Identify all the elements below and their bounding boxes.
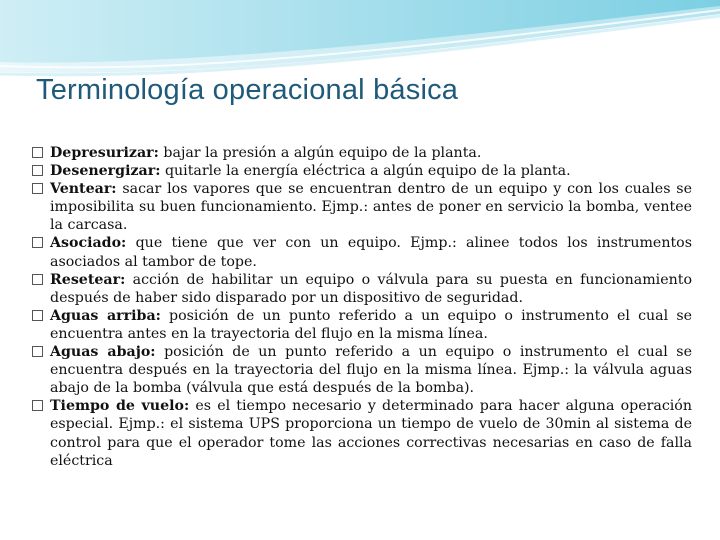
term-definition: sacar los vapores que se encuentran dentro de un equipo y con los cuales se imposibilita su buen funcionamiento. Ejmp.: antes de poner en servicio la bomba, ventee la carcasa. [50,181,692,234]
term-definition: posición de un punto referido a un equipo o instrumento el cual se encuentra antes en la trayectoria del flujo en la misma línea. [50,307,693,342]
term-label: Aguas arriba: [50,307,161,324]
slide-title: Terminología operacional básica [36,74,459,106]
term-label: Tiempo de vuelo: [50,398,190,415]
list-item [32,180,692,234]
term-label: Depresurizar: [50,145,159,161]
term-definition: que tiene que ver con un equipo. Ejmp.: alinee todos los instrumentos asociados al tambor de tope. [50,235,692,270]
square-bullet-icon [32,237,43,248]
list-item [32,307,692,343]
term-label: Aguas abajo: [50,344,156,361]
term-label: Ventear: [50,181,117,198]
term-definition: posición de un punto referido a un equipo o instrumento el cual se encuentra después en la trayectoria del flujo en la misma línea. Ejmp.: la válvula aguas abajo de la bomba (válvula que está después de la bomba). [50,344,692,397]
list-item [32,162,692,180]
square-bullet-icon [32,400,43,411]
term-definition: es el tiempo necesario y determinado para hacer alguna operación especial. Ejmp.: el sistema UPS proporciona un tiempo de vuelo de 30min al sistema de control para que el operador tome las acciones correctivas necesarias en caso de falla eléctrica [50,398,692,469]
list-item [32,397,692,469]
term-definition: bajar la presión a algún equipo de la planta. [158,145,482,161]
term-definition: acción de habilitar un equipo o válvula para su puesta en funcionamiento después de haber sido disparado por un dispositivo de seguridad. [50,271,692,306]
list-item [32,343,692,397]
term-label: Resetear: [50,271,126,288]
list-item [32,271,692,307]
list-item [32,144,692,162]
square-bullet-icon [32,147,43,158]
term-label: Desenergizar: [50,163,161,180]
list-item [32,234,692,270]
square-bullet-icon [32,274,43,285]
square-bullet-icon [32,165,43,176]
square-bullet-icon [32,310,43,321]
square-bullet-icon [32,183,43,194]
term-label: Asociado: [50,235,127,252]
square-bullet-icon [32,346,43,357]
term-list [32,144,692,470]
term-definition: quitarle la energía eléctrica a algún equipo de la planta. [160,163,571,180]
